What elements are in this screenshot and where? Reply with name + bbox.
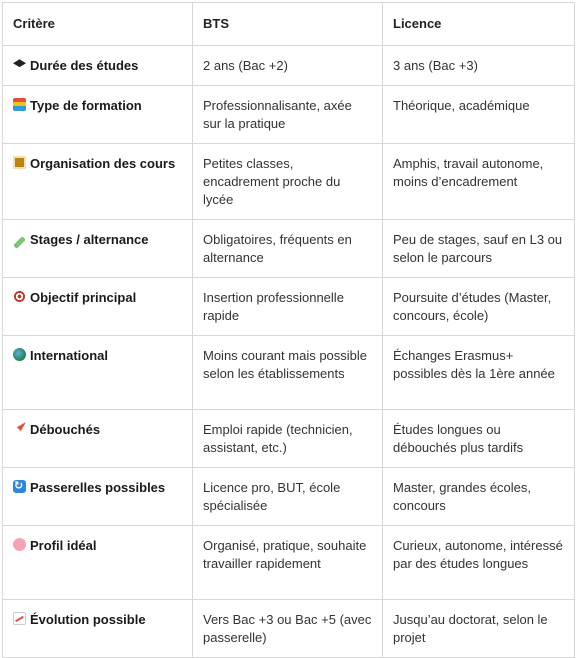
bts-cell: 2 ans (Bac +2): [193, 46, 383, 86]
trend-chart-icon: [13, 612, 26, 625]
licence-cell: Échanges Erasmus+ possibles dès la 1ère année: [383, 336, 575, 410]
table-header-row: [3, 3, 575, 46]
criterion-label: Évolution possible: [30, 612, 146, 627]
criterion-cell: [3, 278, 193, 336]
criterion-label: Stages / alternance: [30, 232, 149, 247]
header-licence: Licence: [383, 3, 575, 46]
graduation-cap-icon: [13, 58, 26, 71]
criterion-label: Objectif principal: [30, 290, 137, 305]
table-row: [3, 144, 575, 220]
comparison-table-container: [2, 2, 575, 658]
licence-cell: Master, grandes écoles, concours: [383, 468, 575, 526]
target-icon: [13, 290, 26, 303]
globe-icon: [13, 348, 26, 361]
criterion-cell: [3, 46, 193, 86]
criterion-label: Durée des études: [30, 58, 139, 73]
criterion-cell: [3, 526, 193, 600]
criterion-label: Passerelles possibles: [30, 480, 166, 495]
criterion-cell: [3, 468, 193, 526]
criterion-cell: [3, 144, 193, 220]
criterion-cell: [3, 220, 193, 278]
cycle-arrows-icon: [13, 480, 26, 493]
header-bts: BTS: [193, 3, 383, 46]
criterion-label: Organisation des cours: [30, 156, 176, 171]
table-row: [3, 46, 575, 86]
criterion-cell: [3, 336, 193, 410]
table-row: [3, 220, 575, 278]
licence-cell: Poursuite d’études (Master, concours, école): [383, 278, 575, 336]
bts-cell: Petites classes, encadrement proche du lycée: [193, 144, 383, 220]
licence-cell: Jusqu’au doctorat, selon le projet: [383, 600, 575, 658]
licence-cell: Théorique, académique: [383, 86, 575, 144]
table-row: [3, 336, 575, 410]
bts-cell: Insertion professionnelle rapide: [193, 278, 383, 336]
criterion-label: Type de formation: [30, 98, 142, 113]
table-row: [3, 600, 575, 658]
licence-cell: Peu de stages, sauf en L3 ou selon le parcours: [383, 220, 575, 278]
comparison-table: [2, 2, 575, 658]
bts-cell: Organisé, pratique, souhaite travailler rapidement: [193, 526, 383, 600]
bts-cell: Licence pro, BUT, école spécialisée: [193, 468, 383, 526]
criterion-cell: [3, 86, 193, 144]
rocket-icon: [13, 422, 26, 435]
table-row: [3, 86, 575, 144]
licence-cell: 3 ans (Bac +3): [383, 46, 575, 86]
bts-cell: Emploi rapide (technicien, assistant, etc.): [193, 410, 383, 468]
header-criterion: Critère: [3, 3, 193, 46]
criterion-label: Profil idéal: [30, 538, 97, 553]
bts-cell: Moins courant mais possible selon les établissements: [193, 336, 383, 410]
bts-cell: Vers Bac +3 ou Bac +5 (avec passerelle): [193, 600, 383, 658]
table-row: [3, 278, 575, 336]
table-row: [3, 468, 575, 526]
bts-cell: Professionnalisante, axée sur la pratique: [193, 86, 383, 144]
table-row: [3, 410, 575, 468]
licence-cell: Curieux, autonome, intéressé par des études longues: [383, 526, 575, 600]
criterion-label: International: [30, 348, 109, 363]
criterion-cell: [3, 410, 193, 468]
books-icon: [13, 98, 26, 111]
school-building-icon: [13, 156, 26, 169]
brain-icon: [13, 538, 26, 551]
pencil-icon: [13, 236, 26, 249]
licence-cell: Amphis, travail autonome, moins d’encadrement: [383, 144, 575, 220]
bts-cell: Obligatoires, fréquents en alternance: [193, 220, 383, 278]
criterion-cell: [3, 600, 193, 658]
licence-cell: Études longues ou débouchés plus tardifs: [383, 410, 575, 468]
table-row: [3, 526, 575, 600]
criterion-label: Débouchés: [30, 422, 101, 437]
